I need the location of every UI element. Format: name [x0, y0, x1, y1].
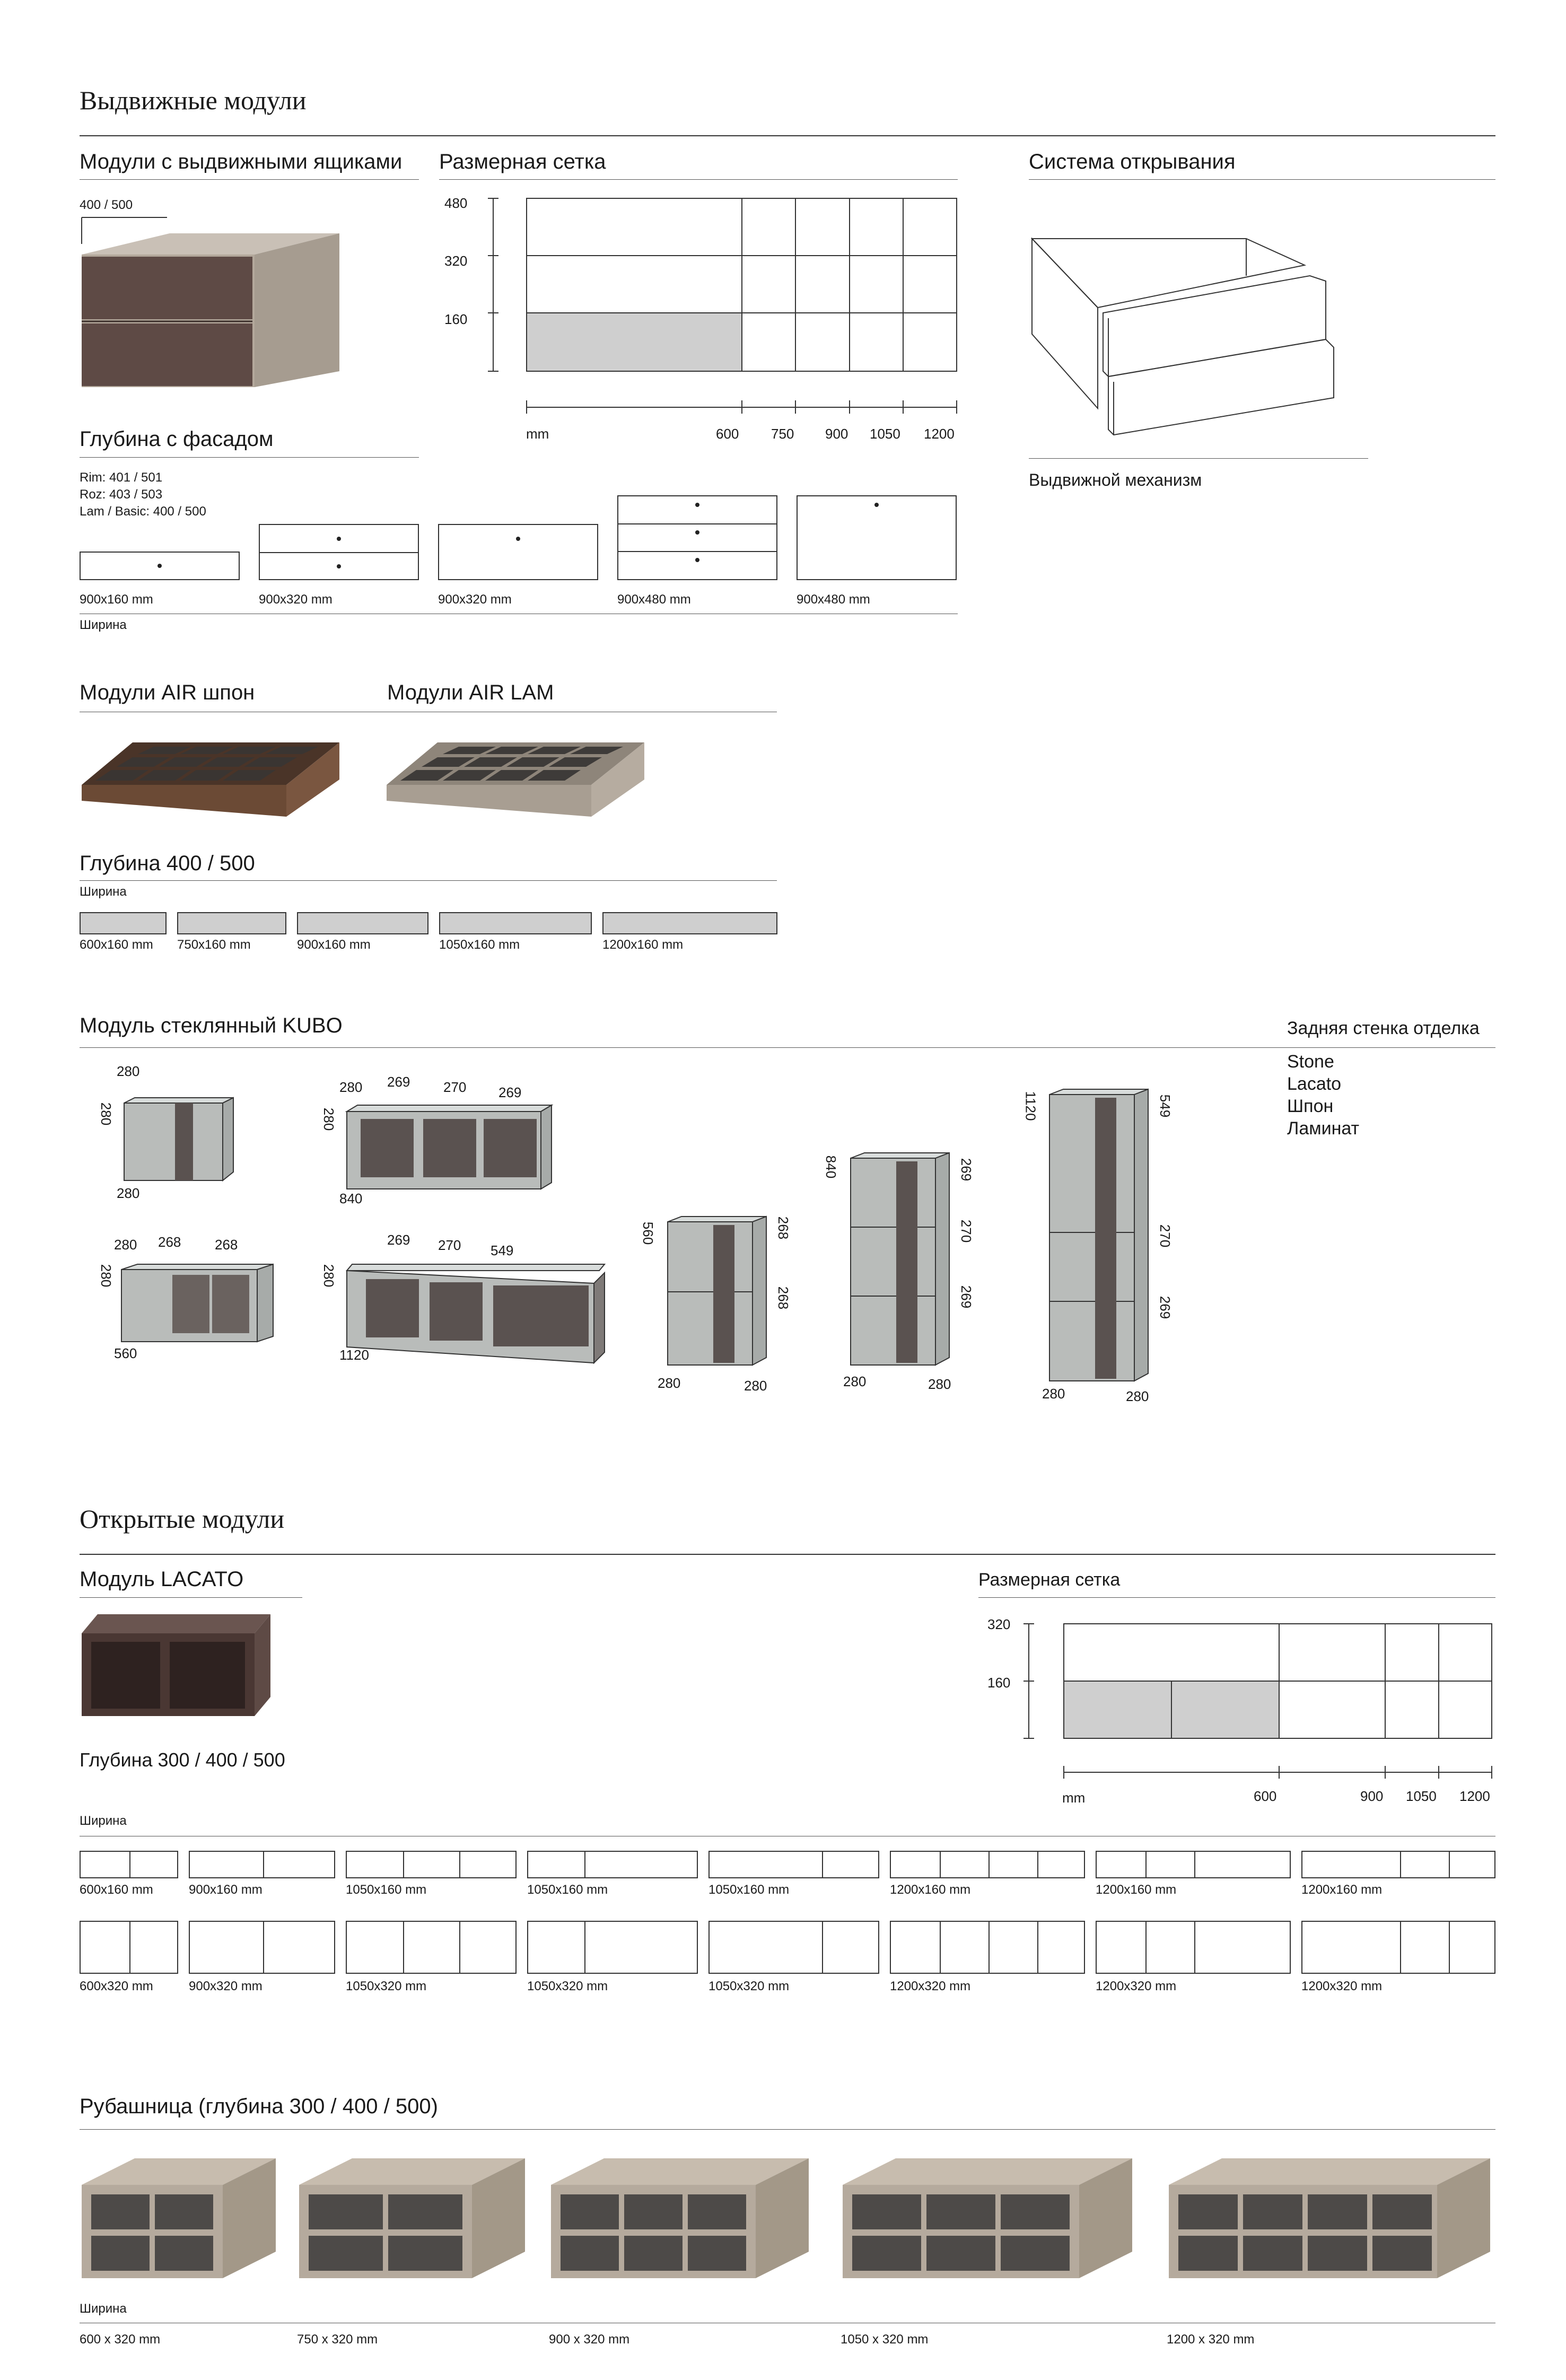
air-size-2: 750x160 mm	[177, 938, 251, 952]
depth-note-lam: Lam / Basic: 400 / 500	[80, 504, 206, 519]
air-lam-tray	[384, 721, 650, 859]
open-row1-1050c	[708, 1851, 879, 1878]
grid-xtick-1050: 1050	[870, 426, 900, 442]
kubo-c-268a: 268	[158, 1234, 181, 1250]
front-size-4: 900x480 mm	[617, 592, 691, 607]
open-grid-rule	[978, 1597, 1495, 1598]
open-ytick-160: 160	[987, 1675, 1011, 1691]
opening-title: Система открывания	[1029, 150, 1236, 173]
open-row2-size-7: 1200x320 mm	[1096, 1979, 1177, 1993]
air-box-900	[297, 912, 428, 934]
kubo-g-280b: 280	[1126, 1388, 1149, 1404]
kubo-title: Модуль стеклянный KUBO	[80, 1014, 343, 1037]
open-row2-size-1: 600x320 mm	[80, 1979, 153, 1993]
open-row1-1200a	[890, 1851, 1085, 1878]
kubo-a-top: 280	[117, 1063, 140, 1079]
air-size-4: 1050x160 mm	[439, 938, 520, 952]
air-veneer-tray	[80, 721, 345, 859]
open-row2-900	[189, 1921, 335, 1974]
depth-title: Глубина с фасадом	[80, 427, 274, 451]
air-depth: Глубина 400 / 500	[80, 852, 255, 875]
shirt-module-750	[297, 2153, 530, 2280]
kubo-column-1120	[1047, 1087, 1153, 1384]
open-row2-size-4: 1050x320 mm	[527, 1979, 608, 1993]
shirt-title: Рубашница (глубина 300 / 400 / 500)	[80, 2095, 438, 2118]
kubo-f-270: 270	[958, 1219, 975, 1243]
grid-ytick-160: 160	[444, 311, 468, 327]
shirt-size-5: 1200 x 320 mm	[1167, 2332, 1255, 2347]
front-900x480-one	[797, 495, 957, 580]
grid-ytick-320: 320	[444, 253, 468, 269]
open-row1-1050b	[527, 1851, 698, 1878]
grid-xtick-1200: 1200	[924, 426, 955, 442]
shirt-module-1050	[841, 2153, 1138, 2280]
depth-note-rim: Rim: 401 / 501	[80, 470, 163, 485]
kubo-g-left: 1120	[1022, 1091, 1039, 1121]
open-grid-title: Размерная сетка	[978, 1570, 1121, 1590]
open-row2-1050a	[346, 1921, 517, 1974]
kubo-c-268b: 268	[215, 1237, 238, 1253]
open-row2-1200b	[1096, 1921, 1291, 1974]
air-width-label: Ширина	[80, 885, 127, 899]
open-row1-1200c	[1301, 1851, 1495, 1878]
open-row1-size-1: 600x160 mm	[80, 1883, 153, 1897]
front-900x480-three	[617, 495, 777, 580]
open-row2-1200c	[1301, 1921, 1495, 1974]
kubo-a-bottom: 280	[117, 1185, 140, 1201]
front-900x320-one	[438, 524, 598, 580]
open-row2-size-8: 1200x320 mm	[1301, 1979, 1383, 1993]
lacato-rule	[80, 1597, 302, 1598]
depth-note-roz: Roz: 403 / 503	[80, 487, 163, 502]
kubo-d-549: 549	[491, 1242, 514, 1258]
open-dimension-grid	[1018, 1622, 1495, 1791]
open-row1-1200b	[1096, 1851, 1291, 1878]
open-row1-size-5: 1050x160 mm	[708, 1883, 790, 1897]
open-xtick-900: 900	[1360, 1788, 1384, 1804]
front-900x160	[80, 552, 240, 580]
open-row1-size-6: 1200x160 mm	[890, 1883, 971, 1897]
kubo-column-560	[666, 1214, 772, 1373]
open-row1-size-8: 1200x160 mm	[1301, 1883, 1383, 1897]
kubo-shelf-560	[119, 1262, 278, 1347]
kubo-c-left: 280	[98, 1264, 115, 1288]
grid-xtick-750: 750	[771, 426, 794, 442]
kubo-a-left: 280	[98, 1102, 115, 1126]
drawers-rule	[80, 179, 419, 180]
kubo-c-280: 280	[114, 1237, 137, 1253]
kubo-e-280b: 280	[744, 1378, 767, 1394]
open-row1-size-7: 1200x160 mm	[1096, 1883, 1177, 1897]
kubo-b-left: 280	[321, 1107, 337, 1131]
kubo-back-title: Задняя стенка отделка	[1287, 1018, 1480, 1038]
open-xtick-1050: 1050	[1406, 1788, 1437, 1804]
open-row2-size-5: 1050x320 mm	[708, 1979, 790, 1993]
kubo-b-270: 270	[443, 1079, 467, 1095]
kubo-e-268b: 268	[775, 1286, 792, 1310]
open-row1-size-2: 900x160 mm	[189, 1883, 263, 1897]
kubo-g-269: 269	[1157, 1296, 1174, 1319]
kubo-b-280: 280	[339, 1079, 363, 1095]
kubo-c-560: 560	[114, 1345, 137, 1361]
air-box-750	[177, 912, 286, 934]
shirt-size-1: 600 x 320 mm	[80, 2332, 161, 2347]
shirt-size-4: 1050 x 320 mm	[841, 2332, 929, 2347]
grid-unit: mm	[526, 426, 549, 442]
kubo-rule	[80, 1047, 1495, 1048]
shirt-module-900	[549, 2153, 814, 2280]
drawer-dim-label: 400 / 500	[80, 198, 133, 212]
section-rule	[80, 135, 1495, 136]
grid-xtick-600: 600	[716, 426, 739, 442]
kubo-d-1120: 1120	[339, 1347, 369, 1363]
kubo-g-280a: 280	[1042, 1386, 1065, 1402]
kubo-d-270: 270	[438, 1237, 461, 1253]
kubo-cube-280	[122, 1092, 239, 1183]
kubo-b-269b: 269	[498, 1084, 522, 1100]
kubo-finish-veneer: Шпон	[1287, 1096, 1334, 1116]
section2-rule	[80, 1554, 1495, 1555]
air-depth-rule	[80, 880, 777, 881]
shirt-module-600	[80, 2153, 281, 2280]
open-grid-unit: mm	[1062, 1790, 1086, 1806]
open-row1-1050a	[346, 1851, 517, 1878]
kubo-f-269a: 269	[958, 1158, 975, 1182]
opening-caption-rule	[1029, 458, 1368, 459]
open-row1-900	[189, 1851, 335, 1878]
air-size-1: 600x160 mm	[80, 938, 153, 952]
open-xtick-1200: 1200	[1459, 1788, 1490, 1804]
open-row2-size-6: 1200x320 mm	[890, 1979, 971, 1993]
grid-ytick-480: 480	[444, 195, 468, 211]
kubo-finish-laminate: Ламинат	[1287, 1118, 1360, 1139]
open-row1-600	[80, 1851, 178, 1878]
kubo-shelf-840	[345, 1103, 557, 1198]
kubo-d-left: 280	[321, 1264, 337, 1288]
drawer-module-image	[80, 212, 345, 387]
kubo-b-840: 840	[339, 1191, 363, 1206]
shirt-module-1200	[1167, 2153, 1495, 2280]
open-row2-1050b	[527, 1921, 698, 1974]
shirt-width-label: Ширина	[80, 2302, 127, 2316]
grid-rule	[439, 179, 958, 180]
kubo-f-280b: 280	[928, 1376, 951, 1392]
kubo-e-280a: 280	[658, 1375, 681, 1391]
front-size-5: 900x480 mm	[797, 592, 870, 607]
kubo-f-280a: 280	[843, 1373, 867, 1389]
kubo-f-left: 840	[823, 1155, 839, 1179]
shirt-size-3: 900 x 320 mm	[549, 2332, 630, 2347]
drawers-title: Модули с выдвижными ящиками	[80, 150, 403, 173]
section-title-drawers: Выдвижные модули	[80, 85, 307, 115]
open-row1-size-4: 1050x160 mm	[527, 1883, 608, 1897]
front-size-3: 900x320 mm	[438, 592, 512, 607]
open-row1-size-3: 1050x160 mm	[346, 1883, 427, 1897]
open-row2-size-3: 1050x320 mm	[346, 1979, 427, 1993]
section-title-open: Открытые модули	[80, 1504, 285, 1534]
lacato-module-image	[80, 1612, 281, 1718]
dimension-grid	[477, 196, 965, 419]
lacato-title: Модуль LACATO	[80, 1568, 244, 1591]
shirt-rule	[80, 2129, 1495, 2130]
open-row2-600	[80, 1921, 178, 1974]
kubo-column-840	[848, 1151, 955, 1368]
kubo-g-549: 549	[1157, 1094, 1174, 1118]
depth-rule	[80, 457, 419, 458]
kubo-e-268a: 268	[775, 1216, 792, 1240]
air-box-600	[80, 912, 167, 934]
kubo-g-270: 270	[1157, 1224, 1174, 1248]
opening-drawing	[1029, 233, 1347, 424]
open-row2-size-2: 900x320 mm	[189, 1979, 263, 1993]
air-lam-title: Модули AIR LAM	[387, 681, 554, 704]
opening-rule	[1029, 179, 1495, 180]
kubo-f-269b: 269	[958, 1285, 975, 1309]
air-size-3: 900x160 mm	[297, 938, 371, 952]
kubo-finish-lacato: Lacato	[1287, 1074, 1342, 1094]
air-box-1200	[602, 912, 777, 934]
open-row2-1050c	[708, 1921, 879, 1974]
kubo-shelf-1120	[345, 1262, 610, 1363]
opening-caption: Выдвижной механизм	[1029, 470, 1202, 489]
shirt-size-2: 750 x 320 mm	[297, 2332, 378, 2347]
kubo-d-269: 269	[387, 1232, 410, 1248]
open-xtick-600: 600	[1254, 1788, 1277, 1804]
kubo-finish-stone: Stone	[1287, 1052, 1334, 1072]
front-900x320-two	[259, 524, 419, 580]
lacato-depth: Глубина 300 / 400 / 500	[80, 1749, 285, 1771]
front-size-1: 900x160 mm	[80, 592, 153, 607]
front-width-label: Ширина	[80, 618, 127, 632]
front-size-2: 900x320 mm	[259, 592, 333, 607]
open-ytick-320: 320	[987, 1616, 1011, 1632]
open-width-label: Ширина	[80, 1814, 127, 1828]
open-row2-1200a	[890, 1921, 1085, 1974]
air-size-5: 1200x160 mm	[602, 938, 684, 952]
grid-title: Размерная сетка	[439, 150, 606, 173]
air-veneer-title: Модули AIR шпон	[80, 681, 255, 704]
grid-xtick-900: 900	[825, 426, 848, 442]
air-box-1050	[439, 912, 592, 934]
kubo-e-left: 560	[640, 1221, 657, 1245]
kubo-b-269a: 269	[387, 1074, 410, 1090]
